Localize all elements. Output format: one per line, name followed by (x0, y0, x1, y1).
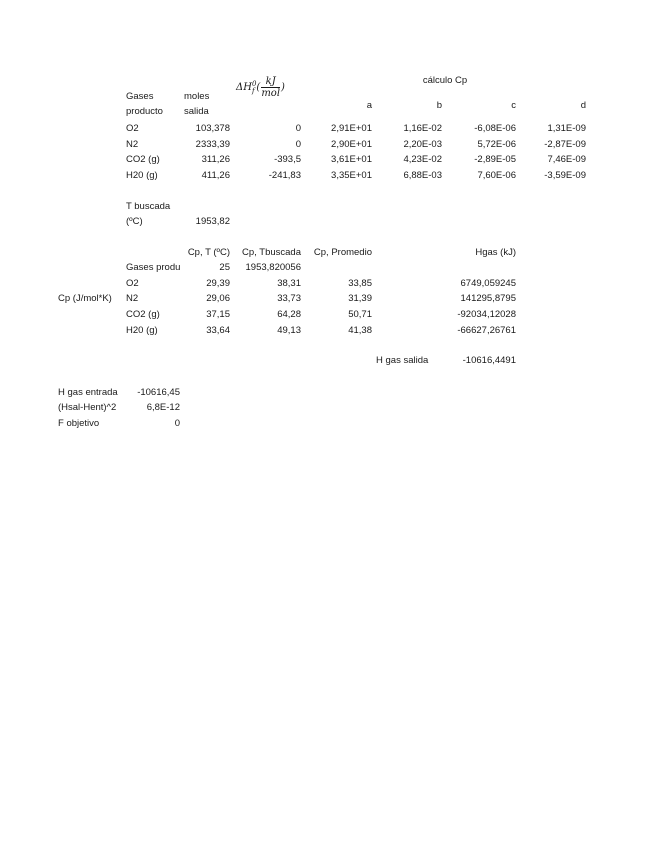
top-row-d: 1,31E-09 (547, 123, 586, 134)
cp-row-tb: 49,13 (277, 325, 301, 336)
top-row-b: 2,20E-03 (403, 139, 442, 150)
top-row-c: 7,60E-06 (477, 170, 516, 181)
top-row-d: 7,46E-09 (547, 154, 586, 165)
t-buscada-value: 1953,82 (195, 216, 230, 227)
top-row-gas: O2 (126, 123, 139, 134)
cp-row-prom: 50,71 (348, 309, 372, 320)
top-row-a: 3,35E+01 (331, 170, 372, 181)
cp-temp-t: 25 (219, 262, 230, 273)
dhf-num: kJ (261, 76, 280, 88)
top-row-moles: 103,378 (195, 123, 230, 134)
cp-row-t: 29,39 (206, 278, 230, 289)
f-objetivo-value: 0 (174, 418, 180, 429)
cp-row-t: 37,15 (206, 309, 230, 320)
moles-header-line1: moles (184, 91, 210, 102)
col-b-header: b (436, 100, 442, 111)
cp-row-hgas: 6749,059245 (460, 278, 516, 289)
top-row-a: 2,90E+01 (331, 139, 372, 150)
cp-row-prom: 33,85 (348, 278, 372, 289)
top-row-gas: CO2 (g) (126, 154, 160, 165)
cp-row-t: 29,06 (206, 293, 230, 304)
h-gas-entrada-label: H gas entrada (58, 387, 118, 398)
cp-t-header: Cp, T (ºC) (187, 247, 230, 258)
cp-row-gas: N2 (126, 293, 139, 304)
hgas-header: Hgas (kJ) (475, 247, 516, 258)
top-row-moles: 2333,39 (195, 139, 230, 150)
cp-units-label: Cp (J/mol*K) (58, 293, 112, 304)
cp-row-tb: 38,31 (277, 278, 301, 289)
dhf-sup: 0 (251, 79, 257, 88)
cp-temp-tbuscada: 1953,820056 (245, 262, 301, 273)
col-d-header: d (580, 100, 586, 111)
cp-row-tb: 33,73 (277, 293, 301, 304)
dhf-formula-header: ΔH 0 f ( $\frac{kJ}{\text{mol}}$ ) (236, 76, 285, 99)
moles-header-line2: salida (184, 106, 209, 117)
t-buscada-label-line2: (ºC) (126, 216, 143, 227)
gases-header-line1: Gases (126, 91, 154, 102)
hsal-hent-value: 6,8E-12 (146, 402, 180, 413)
dhf-den: mol (261, 88, 281, 99)
top-row-moles: 411,26 (201, 170, 230, 181)
top-row-dhf: -393,5 (274, 154, 301, 165)
top-row-a: 2,91E+01 (331, 123, 372, 134)
cp-row-hgas: -92034,12028 (457, 309, 516, 320)
cp-row-hgas: 141295,8795 (460, 293, 516, 304)
top-row-moles: 311,26 (201, 154, 230, 165)
cp-row-gas: H20 (g) (126, 325, 158, 336)
f-objetivo-label: F objetivo (58, 418, 100, 429)
top-row-d: -2,87E-09 (544, 139, 586, 150)
top-row-dhf: 0 (295, 139, 301, 150)
top-row-c: -6,08E-06 (474, 123, 516, 134)
top-row-c: 5,72E-06 (477, 139, 516, 150)
h-gas-salida-value: -10616,4491 (462, 355, 516, 366)
t-buscada-label-line1: T buscada (126, 201, 171, 212)
calc-cp-header: cálculo Cp (422, 75, 468, 86)
top-row-gas: H20 (g) (126, 170, 158, 181)
cp-row-prom: 41,38 (348, 325, 372, 336)
cp-tbuscada-header: Cp, Tbuscada (242, 247, 301, 258)
cp-row-gas: CO2 (g) (126, 309, 160, 320)
cp-row-prom: 31,39 (348, 293, 372, 304)
top-row-gas: N2 (126, 139, 139, 150)
top-row-dhf: -241,83 (268, 170, 301, 181)
cp-row-hgas: -66627,26761 (457, 325, 516, 336)
top-row-b: 1,16E-02 (403, 123, 442, 134)
col-a-header: a (366, 100, 372, 111)
top-row-c: -2,89E-05 (474, 154, 516, 165)
cp-promedio-header: Cp, Promedio (313, 247, 372, 258)
top-row-b: 4,23E-02 (403, 154, 442, 165)
top-row-d: -3,59E-09 (544, 170, 586, 181)
hsal-hent-label: (Hsal-Hent)^2 (58, 402, 117, 413)
col-c-header: c (511, 100, 516, 111)
top-row-b: 6,88E-03 (403, 170, 442, 181)
gases-producto-label: Gases produ (126, 262, 181, 273)
top-row-dhf: 0 (295, 123, 301, 134)
cp-row-t: 33,64 (206, 325, 230, 336)
cp-row-gas: O2 (126, 278, 139, 289)
cp-row-tb: 64,28 (277, 309, 301, 320)
h-gas-salida-label: H gas salida (376, 355, 429, 366)
h-gas-entrada-value: -10616,45 (137, 387, 180, 398)
top-row-a: 3,61E+01 (331, 154, 372, 165)
dhf-sub: f (251, 86, 255, 95)
dhf-delta: ΔH (236, 82, 252, 93)
gases-header-line2: producto (126, 106, 163, 117)
